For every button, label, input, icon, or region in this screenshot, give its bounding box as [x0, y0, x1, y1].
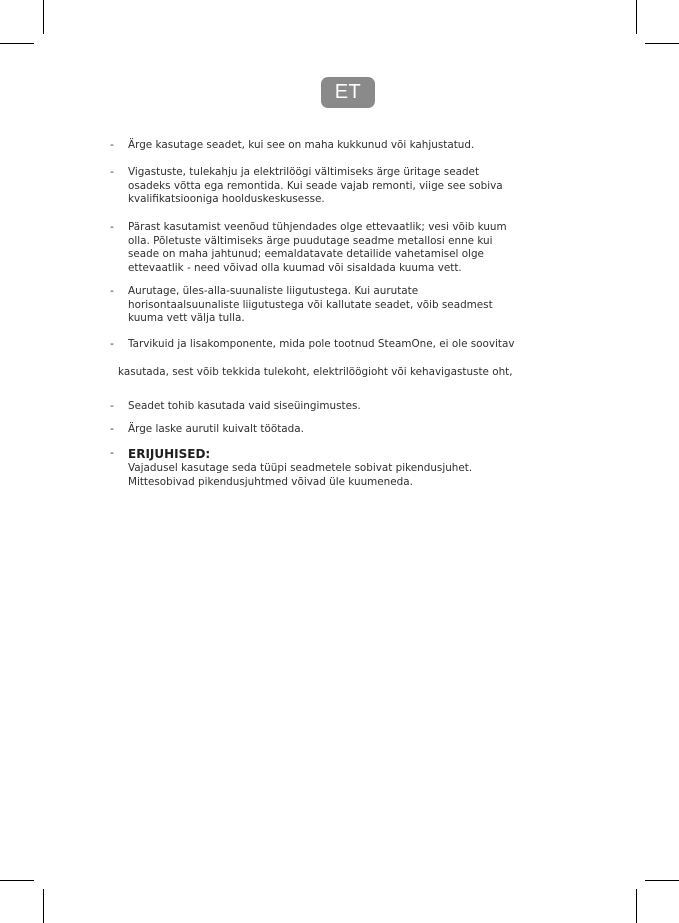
- bullet-dash: -: [110, 446, 114, 459]
- list-item-text: Vigastuste, tulekahju ja elektrilöögi vältimiseks ärge üritage seadet osadeks võtta ega remontida. Kui seade vajab remonti, viige see sobiva kvalifikatsiooniga hoolduskeskusesse.: [128, 166, 503, 206]
- list-item: [110, 139, 580, 153]
- list-item-text: Seadet tohib kasutada vaid siseüingimustes.: [128, 400, 361, 412]
- bullet-dash: -: [110, 284, 114, 297]
- bullet-dash: -: [110, 399, 114, 412]
- list-item: [110, 400, 580, 414]
- list-item-text: Ärge laske aurutil kuivalt töötada.: [128, 423, 304, 435]
- list-item: [110, 166, 580, 207]
- crop-mark: [43, 889, 44, 923]
- bullet-dash: -: [110, 165, 114, 178]
- list-item-text: Aurutage, üles-alla-suunaliste liigutustega. Kui aurutate horisontaalsuunaliste liigutustega või kallutate seadet, võib seadmest kuuma vett välja tulla.: [128, 285, 493, 325]
- list-item: [110, 285, 580, 326]
- language-badge: ET: [321, 77, 375, 108]
- list-item: [110, 447, 580, 489]
- list-item: [110, 337, 580, 378]
- list-item-text: Vajadusel kasutage seda tüüpi seadmetele sobivat pikendusjuhet. Mittesobivad pikendusjuhtmed võivad üle kuumeneda.: [128, 462, 473, 488]
- list-item: [110, 423, 580, 437]
- list-item: [110, 221, 580, 275]
- crop-mark: [0, 43, 34, 44]
- bullet-dash: -: [110, 337, 114, 350]
- bullet-dash: -: [110, 220, 114, 233]
- crop-mark: [43, 0, 44, 34]
- crop-mark: [645, 880, 679, 881]
- crop-mark: [636, 0, 637, 34]
- list-item-text: Tarvikuid ja lisakomponente, mida pole tootnud SteamOne, ei ole soovitav: [128, 338, 515, 350]
- bullet-dash: -: [110, 138, 114, 151]
- bullet-dash: -: [110, 422, 114, 435]
- section-heading: ERIJUHISED:: [128, 447, 211, 461]
- list-item-text: Pärast kasutamist veenõud tühjendades olge ettevaatlik; vesi võib kuum olla. Põletuste vältimiseks ärge puudutage seadme metallosi enne kui seade on maha jahtunud; eemaldatavate detailide vahetamisel olge ettevaatlik - need võivad olla kuumad või sisaldada kuuma vett.: [128, 221, 507, 274]
- list-item-text: Ärge kasutage seadet, kui see on maha kukkunud või kahjustatud.: [128, 139, 475, 151]
- list-item-text-continued: kasutada, sest võib tekkida tulekoht, elektrilöögioht või kehavigastuste oht,: [118, 366, 513, 378]
- crop-mark: [0, 880, 34, 881]
- crop-mark: [636, 889, 637, 923]
- crop-mark: [645, 43, 679, 44]
